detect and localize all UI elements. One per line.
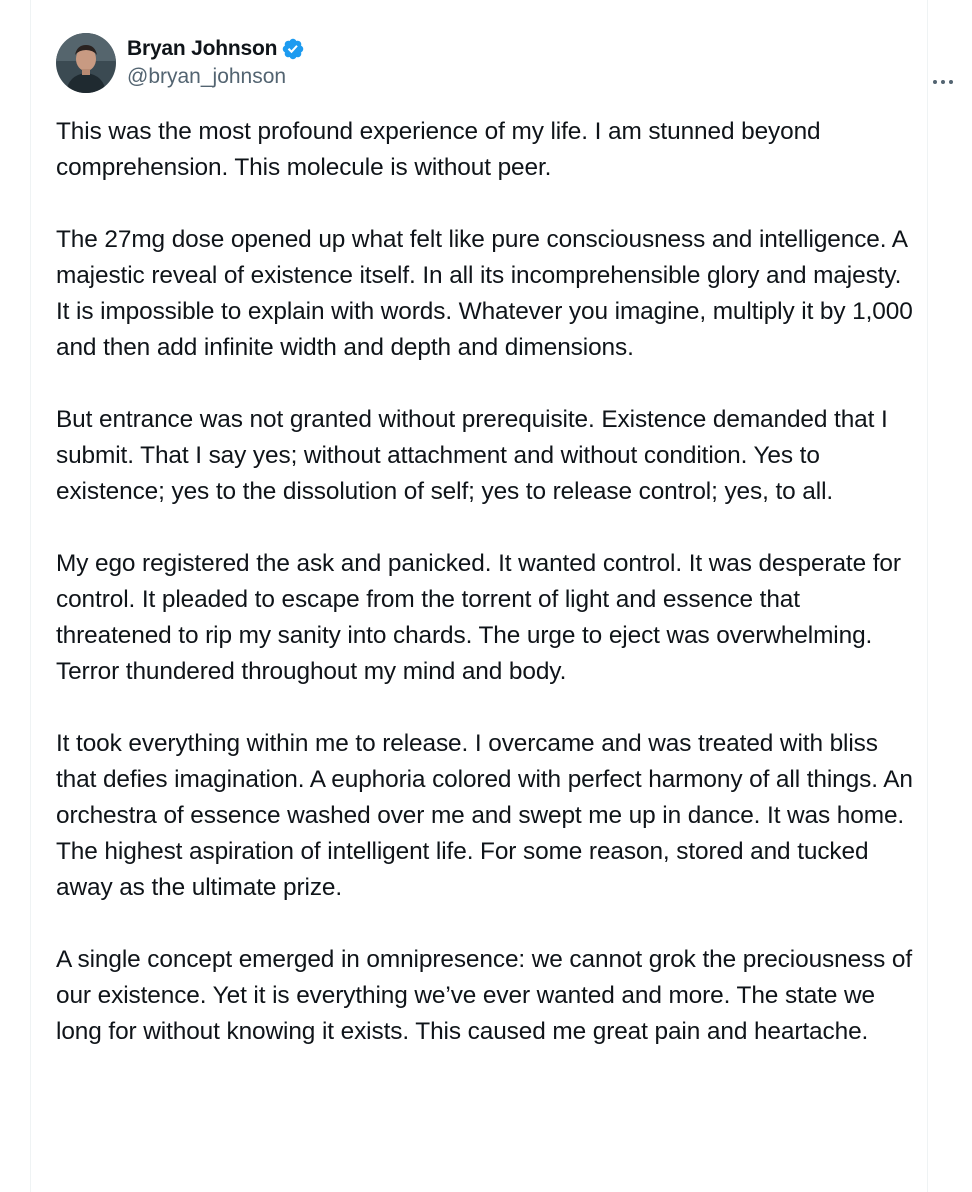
avatar-photo-icon	[56, 33, 116, 93]
avatar[interactable]	[56, 33, 116, 93]
tweet-paragraph: My ego registered the ask and panicked. It wanted control. It was desperate for control. It pleaded to escape from the torrent of light and essence that threatened to rip my sanity into chards. The urge to eject was overwhelming. Terror thundered throughout my mind and body.	[56, 550, 901, 685]
verified-badge-icon[interactable]	[281, 37, 305, 61]
tweet-paragraph: This was the most profound experience of my life. I am stunned beyond comprehension. This molecule is without peer.	[56, 118, 821, 181]
tweet-paragraph: It took everything within me to release. I overcame and was treated with bliss that defies imagination. A euphoria colored with perfect harmony of all things. An orchestra of essence washed over me and swept me up in dance. It was home. The highest aspiration of intelligent life. For some reason, stored and tucked away as the ultimate prize.	[56, 730, 913, 901]
more-options-icon	[931, 78, 955, 86]
tweet-paragraph: A single concept emerged in omnipresence: we cannot grok the preciousness of our existence. Yet it is everything we’ve ever wanted and more. The state we long for without knowing it exists. This caused me great pain and heartache.	[56, 946, 913, 1045]
tweet-paragraph: The 27mg dose opened up what felt like pure consciousness and intelligence. A majestic reveal of existence itself. In all its incomprehensible glory and majesty. It is impossible to explain with words. Whatever you imagine, multiply it by 1,000 and then add infinite width and depth and dimensions.	[56, 226, 913, 361]
tweet-header	[56, 33, 916, 95]
more-options-button[interactable]	[926, 71, 960, 93]
tweet-text	[56, 114, 916, 1050]
display-name[interactable]: Bryan Johnson	[127, 37, 278, 60]
handle[interactable]: @bryan_johnson	[127, 65, 287, 88]
tweet-paragraph: But entrance was not granted without prerequisite. Existence demanded that I submit. That I say yes; without attachment and without condition. Yes to existence; yes to the dissolution of self; yes to release control; yes, to all.	[56, 406, 888, 505]
